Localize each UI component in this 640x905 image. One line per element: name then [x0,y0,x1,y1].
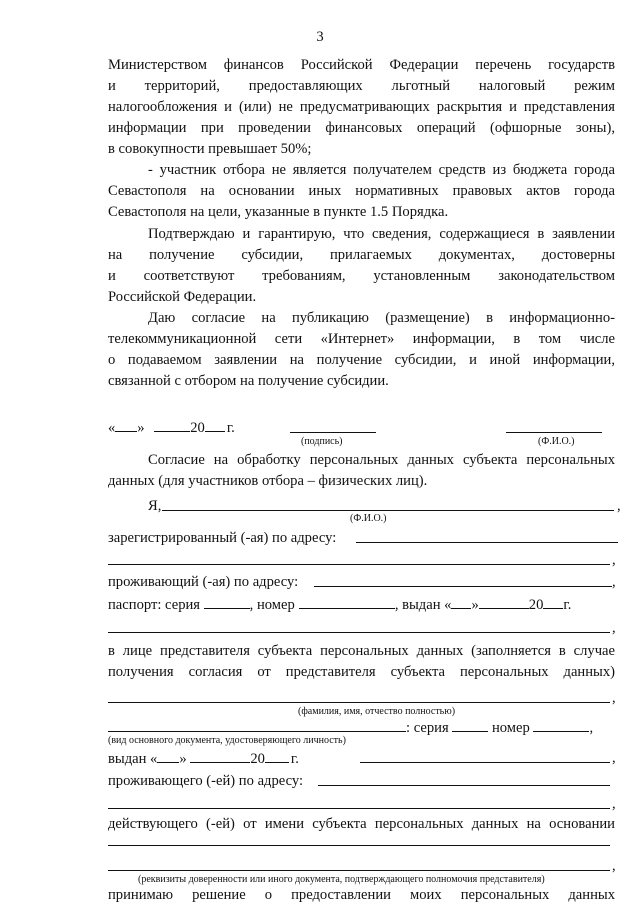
paragraph-line: информации при проведении финансовых операций (офшорные зоны), [108,120,615,136]
comma: , [612,796,616,812]
series-line: : серия номер , [406,720,594,736]
passport-line: паспорт: серия , номер , выдан « » 20 г. [108,597,572,613]
issued-day-field[interactable] [157,749,179,763]
registered-label: зарегистрированный (-ая) по адресу: [108,530,337,546]
passport-issuer-field[interactable] [108,632,610,633]
comma: , [612,574,616,590]
final-paragraph-line: принимаю решение о предоставлении моих персональных данных [108,887,615,903]
document-type-field[interactable] [108,731,406,732]
registered-address-field-2[interactable] [108,564,610,565]
paragraph-line: Севастополя на цели, указанные в пункте 1.5 Порядка. [108,204,449,220]
passport-year-field[interactable] [543,595,563,609]
comma: , [612,620,616,636]
paragraph-line: связанной с отбором на получение субсидии. [108,373,389,389]
comma: , [612,690,616,706]
ya-label: Я, [148,498,162,514]
year-field[interactable] [205,418,225,432]
document-caption: (вид основного документа, удостоверяющего личность) [108,735,346,746]
comma: , [612,750,616,766]
representative-fullname-field[interactable] [108,702,610,703]
passport-month-field[interactable] [479,595,529,609]
representative-line: в лице представителя субъекта персональных данных (заполняется в случае [108,643,615,659]
issued-year-field[interactable] [265,749,289,763]
fullname-caption: (фамилия, имя, отчество полностью) [298,706,456,717]
page-number: 3 [316,29,324,45]
living2-address-field[interactable] [318,785,610,786]
paragraph-line: - участник отбора не является получателем средств из бюджета города [148,162,615,178]
paragraph-line: о подаваемом заявлении на получение субсидии, и иной информации, [108,352,615,368]
paragraph-line: налогообложения и (или) не предусматривающих раскрытия и представления [108,99,615,115]
comma: , [617,498,621,514]
fio-signature-field[interactable] [506,432,602,433]
date-line: « » 20 г. [108,420,235,436]
requisites-field-2[interactable] [108,870,610,871]
acting-line: действующего (-ей) от имени субъекта персональных данных на основании [108,816,615,832]
living2-address-field-2[interactable] [108,808,610,809]
paragraph-line: Подтверждаю и гарантирую, что сведения, содержащиеся в заявлении [148,226,615,242]
paragraph-line: телекоммуникационной сети «Интернет» информации, в том числе [108,331,615,347]
fio-caption: (Ф.И.О.) [350,513,387,524]
paragraph-line: Севастополя на основании иных нормативных правовых актов города [108,183,615,199]
signature-caption: (подпись) [301,436,343,447]
comma: , [612,552,616,568]
doc-series-field[interactable] [452,718,488,732]
paragraph-line: Министерством финансов Российской Федерации перечень государств [108,57,615,73]
consent-title-line: Согласие на обработку персональных данных субъекта персональных [148,452,615,468]
passport-series-field[interactable] [204,595,250,609]
representative-line: получения согласия от представителя субъекта персональных данных) [108,664,615,680]
month-field[interactable] [154,418,190,432]
paragraph-line: и территорий, предоставляющих льготный налоговый режим [108,78,615,94]
issued-line: выдан « » 20 г. [108,751,299,767]
living-label: проживающий (-ая) по адресу: [108,574,299,590]
paragraph-line: и соответствуют требованиям, установленным законодательством [108,268,615,284]
registered-address-field[interactable] [356,542,618,543]
signature-field[interactable] [290,432,376,433]
paragraph-line: на получение субсидии, прилагаемых документах, достоверны [108,247,615,263]
issued-month-field[interactable] [190,749,250,763]
living-address-field[interactable] [314,586,612,587]
paragraph-line: Российской Федерации. [108,289,257,305]
fio-field[interactable] [162,510,614,511]
doc-number-field[interactable] [533,718,589,732]
passport-number-field[interactable] [299,595,395,609]
requisites-caption: (реквизиты доверенности или иного документа, подтверждающего полномочия представителя) [138,874,545,885]
consent-title-line: данных (для участников отбора – физических лиц). [108,473,428,489]
paragraph-line: Даю согласие на публикацию (размещение) в информационно- [148,310,615,326]
day-field[interactable] [115,418,137,432]
paragraph-line: в совокупности превышает 50%; [108,141,312,157]
passport-day-field[interactable] [451,595,471,609]
requisites-field[interactable] [108,845,610,846]
living2-label: проживающего (-ей) по адресу: [108,773,304,789]
comma: , [612,858,616,874]
issued-by-field[interactable] [360,762,610,763]
fio-caption: (Ф.И.О.) [538,436,575,447]
